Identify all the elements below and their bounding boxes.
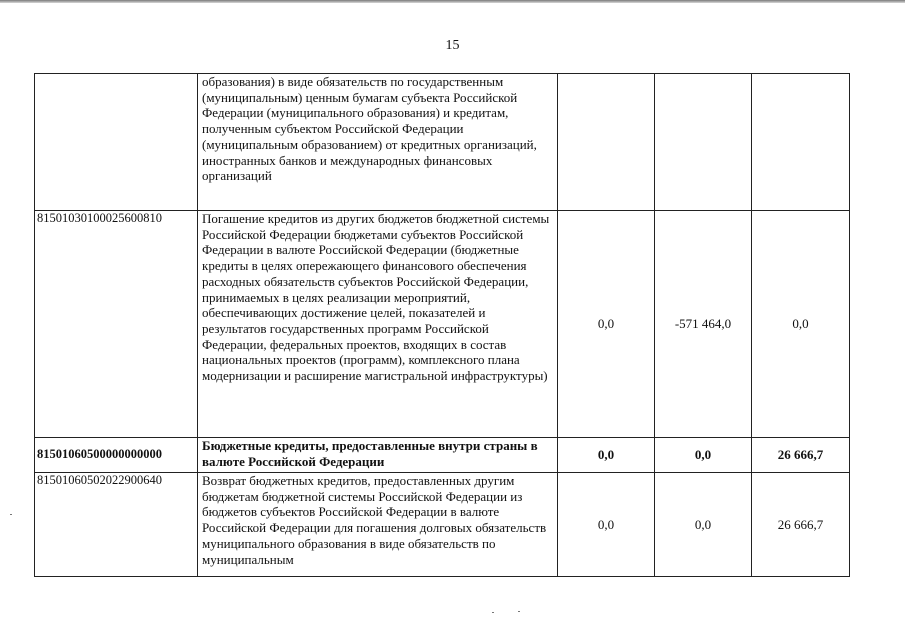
row-value-3: 26 666,7 — [752, 473, 850, 577]
row-value-1: 0,0 — [558, 438, 655, 473]
scan-top-edge — [0, 0, 905, 3]
row-value-3 — [752, 74, 850, 211]
row-value-2 — [655, 74, 752, 211]
row-code — [35, 74, 198, 211]
row-value-2: 0,0 — [655, 473, 752, 577]
row-value-2: 0,0 — [655, 438, 752, 473]
row-value-3: 0,0 — [752, 211, 850, 438]
page-number: 15 — [445, 38, 460, 53]
row-value-1: 0,0 — [558, 211, 655, 438]
scan-speck — [518, 611, 520, 612]
row-code: 81501060500000000000 — [35, 438, 198, 473]
table-row — [35, 211, 850, 438]
scan-speck — [492, 612, 494, 613]
row-description: Бюджетные кредиты, предоставленные внутри страны в валюте Российской Федерации — [198, 438, 558, 473]
table-row-section — [35, 438, 850, 473]
table-row — [35, 74, 850, 211]
scan-speck — [10, 514, 12, 515]
row-value-1: 0,0 — [558, 473, 655, 577]
table-row — [35, 473, 850, 577]
row-code: 81501030100025600810 — [35, 211, 198, 438]
row-description: Возврат бюджетных кредитов, предоставленных другим бюджетам бюджетной системы Российской Федерации из бюджетов субъектов Российской Федерации в валюте Российской Федерации для погашения долговых обязательств муниципального образования в виде обязательств по муниципальным — [198, 473, 558, 577]
budget-sources-table — [34, 73, 850, 577]
row-description: Погашение кредитов из других бюджетов бюджетной системы Российской Федерации бюджетами субъектов Российской Федерации в валюте Российской Федерации (бюджетные кредиты в целях опережающего финансового обеспечения расходных обязательств субъектов Российской Федерации, принимаемых в целях реализации мероприятий, обеспечивающих достижение целей, показателей и результатов государственных программ Российской Федерации, федеральных проектов, входящих в состав национальных проектов (программ), комплексного плана модернизации и расширение магистральной инфраструктуры) — [198, 211, 558, 438]
row-description: образования) в виде обязательств по государственным (муниципальным) ценным бумагам субъекта Российской Федерации (муниципального образования) и кредитам, полученным субъектом Российской Федерации (муниципальным образованием) от кредитных организаций, иностранных банков и международных финансовых организаций — [198, 74, 558, 211]
row-value-1 — [558, 74, 655, 211]
row-value-3: 26 666,7 — [752, 438, 850, 473]
row-code: 81501060502022900640 — [35, 473, 198, 577]
row-value-2: -571 464,0 — [655, 211, 752, 438]
